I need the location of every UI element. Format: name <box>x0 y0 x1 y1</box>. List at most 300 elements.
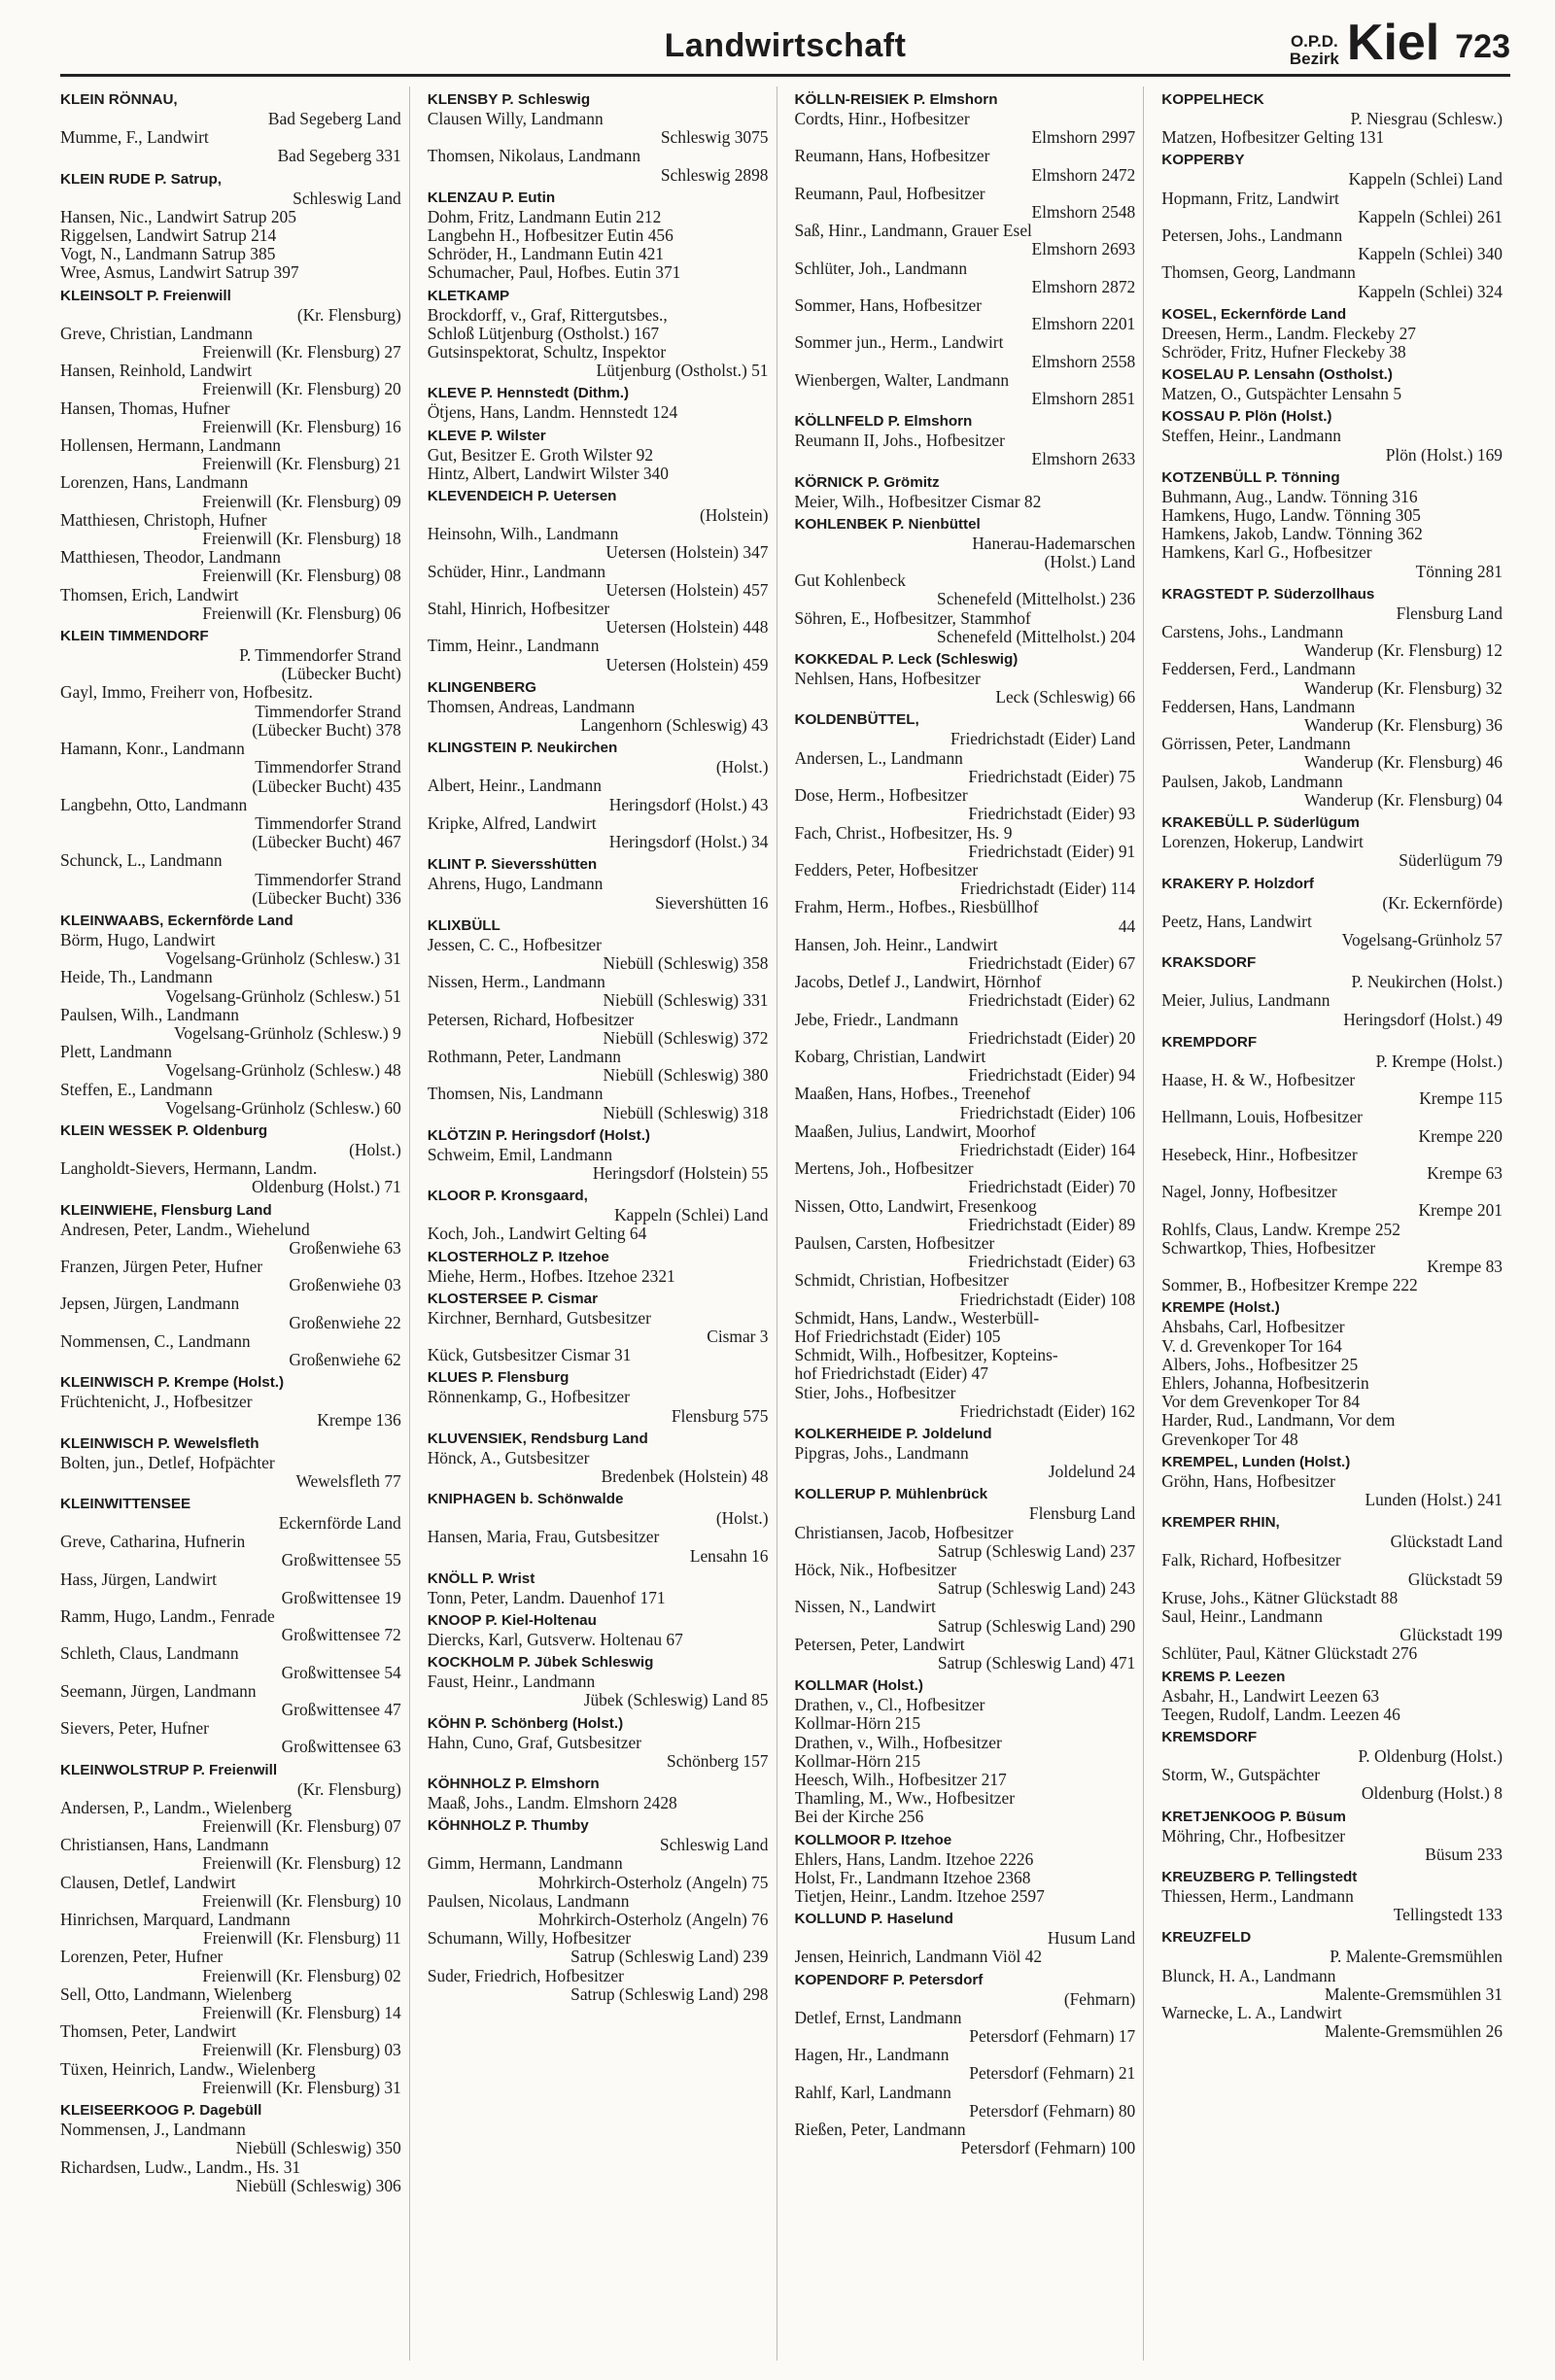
directory-entry <box>60 90 401 166</box>
directory-entry <box>428 1653 769 1709</box>
place-heading: KLEIN RÖNNAU, <box>60 91 178 108</box>
entry-line: Vogelsang-Grünholz 57 <box>1341 930 1503 949</box>
entry-line: (Lübecker Bucht) 378 <box>252 720 401 740</box>
entry-line: Bad Segeberg 331 <box>277 147 401 166</box>
entry-line: Fedders, Peter, Hofbesitzer <box>794 860 979 880</box>
entry-line: Glückstadt 199 <box>1400 1626 1503 1645</box>
place-heading: KÖHNHOLZ P. Elmshorn <box>427 1776 600 1792</box>
entry-line: Schröder, Fritz, Hufner Fleckeby 38 <box>1161 343 1406 362</box>
entry-line: Vogelsang-Grünholz (Schlesw.) 9 <box>173 1023 401 1043</box>
entry-line: Schlüter, Paul, Kätner Glückstadt 276 <box>1161 1644 1418 1664</box>
entry-line: Wanderup (Kr. Flensburg) 36 <box>1303 716 1503 736</box>
entry-line: Heringsdorf (Holstein) 55 <box>592 1163 769 1183</box>
entry-line: Thomsen, Nikolaus, Landmann <box>427 147 641 166</box>
directory-entry <box>428 1187 769 1243</box>
entry-line: Matthiesen, Theodor, Landmann <box>60 548 281 568</box>
place-heading: KLINGENBERG <box>427 678 536 696</box>
entry-line: Freienwill (Kr. Flensburg) 18 <box>202 530 401 549</box>
place-heading: KLOOR P. Kronsgaard, <box>427 1188 588 1205</box>
entry-line: Fach, Christ., Hofbesitzer, Hs. 9 <box>794 823 1013 843</box>
entry-line: Hönck, A., Gutsbesitzer <box>427 1448 590 1467</box>
entry-line: Schüder, Hinr., Landmann <box>427 562 606 581</box>
directory-entry <box>795 1831 1136 1907</box>
entry-line: Meier, Julius, Landmann <box>1161 991 1330 1011</box>
directory-entry <box>428 1248 769 1286</box>
entry-line: Sommer, Hans, Hofbesitzer <box>794 296 982 316</box>
entry-line: Cismar 3 <box>707 1327 769 1346</box>
place-heading: KLEIN WESSEK P. Oldenburg <box>60 1121 268 1139</box>
entry-line: Börm, Hugo, Landwirt <box>60 930 216 949</box>
entry-line: Krempe 201 <box>1418 1201 1503 1221</box>
entry-line: Glückstadt 59 <box>1407 1569 1503 1589</box>
column-4 <box>1161 86 1510 2361</box>
directory-entry <box>60 1373 401 1430</box>
directory-entry <box>428 916 769 1122</box>
entry-line: Großenwiehe 62 <box>289 1350 401 1369</box>
place-heading: KÖLLNFELD P. Elmshorn <box>794 413 973 431</box>
place-heading: KREMPER RHIN, <box>1161 1514 1280 1532</box>
entry-line: Petersdorf (Fehmarn) 80 <box>969 2101 1136 2121</box>
entry-line: Gimm, Hermann, Landmann <box>427 1854 623 1874</box>
entry-line: Reumann, Paul, Hofbesitzer <box>794 184 985 203</box>
place-heading: KLEVENDEICH P. Uetersen <box>427 488 617 505</box>
entry-line: Thamling, M., Ww., Hofbesitzer <box>794 1789 1016 1809</box>
entry-line: Reumann, Hans, Hofbesitzer <box>794 147 990 166</box>
place-heading: KLEINWITTENSEE <box>60 1496 191 1512</box>
entry-line: Krempe 115 <box>1419 1089 1503 1109</box>
entry-line: Uetersen (Holstein) 347 <box>605 543 769 563</box>
directory-entry <box>795 473 1136 511</box>
entry-line: Nommensen, J., Landmann <box>60 2121 246 2140</box>
place-heading: KRETJENKOOG P. Büsum <box>1161 1808 1346 1825</box>
place-heading: KLOSTERHOLZ P. Itzehoe <box>427 1248 609 1265</box>
entry-line: Langenhorn (Schleswig) 43 <box>580 716 769 736</box>
column-3 <box>795 86 1145 2361</box>
entry-line: Petersdorf (Fehmarn) 100 <box>960 2139 1136 2158</box>
directory-entry <box>428 487 769 674</box>
entry-line: Friedrichstadt (Eider) 106 <box>959 1103 1136 1122</box>
place-heading: KLINT P. Sieversshütten <box>427 856 598 874</box>
entry-line: Dreesen, Herm., Landm. Fleckeby 27 <box>1161 324 1416 343</box>
entry-line: Malente-Gremsmühlen 31 <box>1324 1984 1503 2004</box>
entry-line: Elmshorn 2548 <box>1031 203 1136 223</box>
entry-line: Frahm, Herm., Hofbes., Riesbüllhof <box>794 898 1039 917</box>
entry-line: Bad Segeberg Land <box>267 110 401 128</box>
entry-line: Elmshorn 2851 <box>1031 390 1136 409</box>
entry-line: (Kr. Flensburg) <box>296 305 401 325</box>
entry-line: Langholdt-Sievers, Hermann, Landm. <box>60 1159 318 1179</box>
entry-line: (Holst.) <box>715 758 769 777</box>
entry-line: Thomsen, Andreas, Landmann <box>427 697 636 716</box>
directory-entry <box>1161 953 1503 1029</box>
entry-line: Timmendorfer Strand <box>255 813 401 833</box>
entry-line: Detlef, Ernst, Landmann <box>794 2008 962 2027</box>
entry-line: (Kr. Eckernförde) <box>1382 893 1503 913</box>
entry-line: Thomsen, Nis, Landmann <box>427 1085 604 1104</box>
place-heading: KLETKAMP <box>427 287 510 304</box>
place-heading: KNOOP P. Kiel-Holtenau <box>427 1611 597 1629</box>
entry-line: Tietjen, Heinr., Landm. Itzehoe 2597 <box>794 1887 1045 1907</box>
entry-line: Schleswig 3075 <box>660 128 769 148</box>
entry-line: Sievershütten 16 <box>655 893 769 913</box>
directory-entry <box>60 170 401 283</box>
entry-line: Kappeln (Schlei) 324 <box>1358 282 1503 301</box>
entry-line: Großwittensee 19 <box>281 1588 401 1607</box>
entry-line: Hopmann, Fritz, Landwirt <box>1161 189 1339 208</box>
entry-line: Schmidt, Hans, Landw., Westerbüll- <box>794 1308 1040 1328</box>
place-heading: KLEINSOLT P. Freienwill <box>60 287 231 304</box>
entry-line: Pipgras, Johs., Landmann <box>794 1444 969 1463</box>
entry-line: Thomsen, Erich, Landwirt <box>60 585 239 604</box>
place-heading: KLEINWAABS, Eckernförde Land <box>60 912 294 929</box>
entry-line: Oldenburg (Holst.) 71 <box>251 1178 401 1197</box>
place-heading: KÖHNHOLZ P. Thumby <box>427 1817 589 1835</box>
entry-line: Hansen, Reinhold, Landwirt <box>60 362 253 381</box>
entry-line: Lorenzen, Hans, Landmann <box>60 473 249 493</box>
directory-entry <box>428 1430 769 1486</box>
entry-line: Friedrichstadt (Eider) Land <box>950 730 1136 749</box>
entry-line: Richardsen, Ludw., Landm., Hs. 31 <box>60 2157 301 2177</box>
entry-line: Hamkens, Jakob, Landw. Tönning 362 <box>1161 525 1423 544</box>
directory-entry <box>60 1434 401 1491</box>
entry-line: Hintz, Albert, Landwirt Wilster 340 <box>427 464 669 483</box>
entry-line: Heinsohn, Wilh., Landmann <box>427 525 619 544</box>
directory-entry <box>428 1816 769 2004</box>
entry-line: Kruse, Johs., Kätner Glückstadt 88 <box>1161 1588 1399 1607</box>
directory-entry <box>1161 585 1503 810</box>
entry-line: Langbehn, Otto, Landmann <box>60 795 248 814</box>
entry-line: Nissen, N., Landwirt <box>794 1598 936 1617</box>
directory-entry <box>1161 875 1503 950</box>
entry-line: Uetersen (Holstein) 459 <box>605 655 769 674</box>
entry-line: Möhring, Chr., Hofbesitzer <box>1161 1826 1346 1845</box>
entry-line: Mumme, F., Landwirt <box>60 128 209 148</box>
entry-line: Nissen, Herm., Landmann <box>427 973 605 992</box>
entry-line: Peetz, Hans, Landwirt <box>1161 912 1312 931</box>
place-heading: KLEINWISCH P. Krempe (Holst.) <box>60 1374 285 1392</box>
entry-line: Niebüll (Schleswig) 306 <box>235 2176 401 2195</box>
entry-line: Husum Land <box>1047 1929 1136 1949</box>
entry-line: Petersen, Richard, Hofbesitzer <box>427 1010 635 1029</box>
place-heading: KOLLMAR (Holst.) <box>794 1677 923 1695</box>
entry-line: Rießen, Peter, Landmann <box>794 2121 966 2140</box>
entry-line: Wienbergen, Walter, Landmann <box>794 370 1010 390</box>
entry-line: Gröhn, Hans, Hofbesitzer <box>1161 1471 1335 1491</box>
directory-entry <box>1161 1668 1503 1724</box>
entry-line: Großwittensee 54 <box>281 1663 401 1682</box>
directory-entry <box>428 1775 769 1812</box>
entry-line: Kripke, Alfred, Landwirt <box>427 813 597 833</box>
directory-entry <box>428 90 769 185</box>
entry-line: Mohrkirch-Osterholz (Angeln) 76 <box>537 1911 769 1930</box>
entry-line: Saß, Hinr., Landmann, Grauer Esel <box>794 222 1032 241</box>
entry-line: Friedrichstadt (Eider) 62 <box>968 991 1136 1011</box>
place-heading: KÖLLN-REISIEK P. Elmshorn <box>794 91 998 108</box>
entry-line: Flensburg Land <box>1396 604 1503 623</box>
entry-line: P. Timmendorfer Strand <box>239 646 401 666</box>
entry-line: Kappeln (Schlei) Land <box>614 1206 769 1225</box>
entry-line: Schenefeld (Mittelholst.) 236 <box>936 590 1136 609</box>
entry-line: Malente-Gremsmühlen 26 <box>1324 2022 1503 2042</box>
entry-line: Gayl, Immo, Freiherr von, Hofbesitz. <box>60 683 313 703</box>
entry-line: Christiansen, Hans, Landmann <box>60 1836 269 1855</box>
entry-line: Friedrichstadt (Eider) 93 <box>968 805 1136 824</box>
directory-entry <box>795 650 1136 707</box>
entry-line: Buhmann, Aug., Landw. Tönning 316 <box>1161 487 1418 506</box>
entry-line: Bredenbek (Holstein) 48 <box>601 1466 769 1486</box>
entry-line: Carstens, Johs., Landmann <box>1161 623 1344 642</box>
entry-line: Friedrichstadt (Eider) 162 <box>959 1401 1136 1421</box>
directory-entry <box>1161 407 1503 464</box>
entry-line: Wree, Asmus, Landwirt Satrup 397 <box>60 263 299 283</box>
directory-entry <box>428 1611 769 1649</box>
entry-line: Flensburg Land <box>1028 1504 1136 1524</box>
directory-entry <box>428 678 769 735</box>
directory-entry <box>1161 1868 1503 1924</box>
entry-line: Friedrichstadt (Eider) 63 <box>968 1253 1136 1272</box>
entry-line: Andresen, Peter, Landm., Wiehelund <box>60 1220 310 1239</box>
directory-entry <box>60 1201 401 1370</box>
entry-line: Bolten, jun., Detlef, Hofpächter <box>60 1453 275 1472</box>
directory-entry <box>795 90 1136 408</box>
entry-line: Rahlf, Karl, Landmann <box>794 2083 951 2102</box>
entry-line: Greve, Christian, Landmann <box>60 324 254 343</box>
entry-line: Kappeln (Schlei) 340 <box>1358 245 1503 264</box>
entry-line: Ötjens, Hans, Landm. Hennstedt 124 <box>427 403 678 423</box>
entry-line: Suder, Friedrich, Hofbesitzer <box>427 1966 624 1985</box>
directory-entry <box>1161 151 1503 300</box>
entry-line: Niebüll (Schleswig) 318 <box>603 1103 769 1122</box>
place-heading: KOPPERBY <box>1161 152 1245 169</box>
directory-entry <box>428 189 769 283</box>
place-heading: KRAKSDORF <box>1161 954 1257 972</box>
place-heading: KLENZAU P. Eutin <box>427 189 556 206</box>
entry-line: Freienwill (Kr. Flensburg) 20 <box>202 380 401 399</box>
place-heading: KREMPDORF <box>1161 1033 1258 1051</box>
entry-line: Clausen, Detlef, Landwirt <box>60 1873 236 1892</box>
entry-line: Greve, Catharina, Hufnerin <box>60 1533 246 1552</box>
entry-line: Tonn, Peter, Landm. Dauenhof 171 <box>427 1588 666 1607</box>
place-heading: KOLDENBÜTTEL, <box>794 711 919 729</box>
entry-line: Clausen Willy, Landmann <box>427 110 604 128</box>
place-heading: KRAKEBÜLL P. Süderlügum <box>1161 814 1360 832</box>
entry-line: Großenwiehe 03 <box>289 1276 401 1295</box>
entry-line: Vogelsang-Grünholz (Schlesw.) 51 <box>165 986 401 1006</box>
entry-line: Glückstadt Land <box>1390 1533 1503 1552</box>
entry-line: P. Oldenburg (Holst.) <box>1358 1747 1503 1767</box>
entry-line: Schönberg 157 <box>667 1751 769 1771</box>
entry-line: Langbehn H., Hofbesitzer Eutin 456 <box>427 226 674 246</box>
entry-line: Kobarg, Christian, Landwirt <box>794 1047 986 1066</box>
entry-line: Elmshorn 2693 <box>1031 240 1136 259</box>
entry-line: Paulsen, Wilh., Landmann <box>60 1005 239 1024</box>
entry-line: Lütjenburg (Ostholst.) 51 <box>596 362 769 381</box>
entry-line: Elmshorn 2472 <box>1031 165 1136 185</box>
entry-line: Hagen, Hr., Landmann <box>794 2046 950 2065</box>
place-heading: KLEINWIEHE, Flensburg Land <box>60 1201 272 1219</box>
entry-line: Haase, H. & W., Hofbesitzer <box>1161 1070 1356 1089</box>
entry-line: Hass, Jürgen, Landwirt <box>60 1569 217 1589</box>
entry-line: Wanderup (Kr. Flensburg) 32 <box>1303 678 1503 698</box>
entry-line: Rohlfs, Claus, Landw. Krempe 252 <box>1161 1220 1400 1239</box>
entry-line: Harder, Rud., Landmann, Vor dem <box>1161 1411 1396 1431</box>
entry-line: Maaßen, Hans, Hofbes., Treenehof <box>794 1085 1031 1104</box>
entry-line: Hollensen, Hermann, Landmann <box>60 436 281 456</box>
district-marker <box>1289 15 1510 71</box>
entry-line: Schröder, H., Landmann Eutin 421 <box>427 245 664 264</box>
entry-line: Jacobs, Detlef J., Landwirt, Hörnhof <box>794 973 1042 992</box>
place-heading: KNÖLL P. Wrist <box>427 1569 536 1587</box>
place-heading: KOHLENBEK P. Nienbüttel <box>794 515 981 533</box>
entry-line: Großwittensee 47 <box>281 1701 401 1720</box>
entry-line: Brockdorff, v., Graf, Rittergutsbes., <box>427 305 668 325</box>
entry-line: Vogt, N., Landmann Satrup 385 <box>60 245 276 264</box>
entry-line: Schumacher, Paul, Hofbes. Eutin 371 <box>427 263 681 283</box>
entry-line: Hahn, Cuno, Graf, Gutsbesitzer <box>427 1733 641 1752</box>
entry-line: 44 <box>1118 916 1136 936</box>
entry-line: Reumann II, Johs., Hofbesitzer <box>794 431 1005 451</box>
entry-line: Albert, Heinr., Landmann <box>427 776 602 796</box>
directory-entry <box>428 1714 769 1771</box>
entry-line: Faust, Heinr., Landmann <box>427 1673 596 1692</box>
entry-line: Miehe, Herm., Hofbes. Itzehoe 2321 <box>427 1266 675 1286</box>
entry-line: Kollmar-Hörn 215 <box>794 1751 921 1771</box>
entry-line: Schenefeld (Mittelholst.) 204 <box>936 627 1136 646</box>
entry-line: Maaßen, Julius, Landwirt, Moorhof <box>794 1121 1036 1141</box>
entry-line: Oldenburg (Holst.) 8 <box>1361 1784 1503 1804</box>
directory-entry <box>428 1569 769 1607</box>
directory-entry <box>60 1121 401 1197</box>
place-heading: KOTZENBÜLL P. Tönning <box>1161 468 1340 486</box>
entry-line: Jensen, Heinrich, Landmann Viöl 42 <box>794 1948 1043 1967</box>
entry-line: Asbahr, H., Landwirt Leezen 63 <box>1161 1686 1380 1706</box>
place-heading: KOSEL, Eckernförde Land <box>1161 305 1347 323</box>
place-heading: KREUZBERG P. Tellingstedt <box>1161 1869 1358 1886</box>
entry-line: Sommer, B., Hofbesitzer Krempe 222 <box>1161 1276 1418 1295</box>
entry-line: Holst, Fr., Landmann Itzehoe 2368 <box>794 1868 1031 1887</box>
directory-entry <box>1161 90 1503 147</box>
entry-line: Rothmann, Peter, Landmann <box>427 1047 622 1066</box>
entry-line: Freienwill (Kr. Flensburg) 31 <box>202 2078 401 2097</box>
directory-entry <box>428 1490 769 1566</box>
entry-line: Blunck, H. A., Landmann <box>1161 1966 1336 1985</box>
entry-line: Hamann, Konr., Landmann <box>60 740 245 759</box>
place-heading: KREMPEL, Lunden (Holst.) <box>1161 1453 1351 1470</box>
entry-line: Schwartkop, Thies, Hofbesitzer <box>1161 1238 1376 1258</box>
entry-line: Stahl, Hinrich, Hofbesitzer <box>427 600 610 619</box>
entry-line: (Fehmarn) <box>1063 1989 1136 2009</box>
entry-line: Sommer jun., Herm., Landwirt <box>794 333 1004 353</box>
entry-line: Niebüll (Schleswig) 358 <box>603 953 769 973</box>
entry-line: Cordts, Hinr., Hofbesitzer <box>794 110 970 128</box>
place-heading: KLENSBY P. Schleswig <box>427 91 591 108</box>
header-rule <box>60 74 1510 77</box>
place-heading: KOLLMOOR P. Itzehoe <box>794 1831 952 1848</box>
entry-line: Großwittensee 72 <box>281 1626 401 1645</box>
entry-line: Ehlers, Hans, Landm. Itzehoe 2226 <box>794 1849 1034 1869</box>
entry-line: Albers, Johs., Hofbesitzer 25 <box>1161 1355 1359 1374</box>
directory-entry <box>795 1485 1136 1673</box>
entry-line: Großenwiehe 22 <box>289 1313 401 1332</box>
directory-entry <box>1161 1453 1503 1509</box>
entry-line: Wanderup (Kr. Flensburg) 46 <box>1303 753 1503 773</box>
entry-line: (Lübecker Bucht) 435 <box>252 776 401 796</box>
entry-line: Schloß Lütjenburg (Ostholst.) 167 <box>427 324 660 343</box>
entry-line: Petersen, Peter, Landwirt <box>794 1635 965 1654</box>
entry-line: Franzen, Jürgen Peter, Hufner <box>60 1257 263 1276</box>
directory-entry <box>1161 1298 1503 1448</box>
entry-line: Schleswig Land <box>659 1836 769 1855</box>
entry-line: Freienwill (Kr. Flensburg) 03 <box>202 2041 401 2060</box>
entry-line: Freienwill (Kr. Flensburg) 16 <box>202 417 401 436</box>
directory-entry <box>60 2101 401 2195</box>
column-1 <box>60 86 410 2361</box>
entry-line: Schmidt, Christian, Hofbesitzer <box>794 1271 1009 1291</box>
page-number: 723 <box>1455 28 1510 65</box>
entry-line: Schleth, Claus, Landmann <box>60 1644 239 1664</box>
entry-line: Thomsen, Georg, Landmann <box>1161 263 1356 283</box>
entry-line: Mertens, Joh., Hofbesitzer <box>794 1159 974 1179</box>
directory-entry <box>1161 1808 1503 1864</box>
entry-line: Satrup (Schleswig Land) 298 <box>570 1984 769 2004</box>
entry-line: Timmendorfer Strand <box>255 702 401 721</box>
entry-line: Saul, Heinr., Landmann <box>1161 1607 1323 1626</box>
place-heading: KOPENDORF P. Petersdorf <box>794 1971 984 1988</box>
entry-line: Thomsen, Peter, Landwirt <box>60 2022 236 2042</box>
entry-line: Früchtenicht, J., Hofbesitzer <box>60 1393 253 1412</box>
entry-line: Lorenzen, Hokerup, Landwirt <box>1161 833 1364 852</box>
entry-line: Plett, Landmann <box>60 1043 172 1062</box>
entry-line: Hansen, Thomas, Hufner <box>60 398 230 418</box>
entry-line: Satrup (Schleswig Land) 290 <box>937 1616 1136 1636</box>
entry-line: Schmidt, Wilh., Hofbesitzer, Kopteins- <box>794 1346 1058 1365</box>
entry-line: Hansen, Nic., Landwirt Satrup 205 <box>60 207 296 226</box>
entry-line: Eckernförde Land <box>278 1514 401 1533</box>
directory-columns <box>60 86 1510 2361</box>
entry-line: Koch, Joh., Landwirt Gelting 64 <box>427 1224 647 1244</box>
directory-entry <box>60 912 401 1118</box>
entry-line: Niebüll (Schleswig) 372 <box>603 1028 769 1048</box>
place-heading: KRAGSTEDT P. Süderzollhaus <box>1161 585 1375 603</box>
entry-line: Uetersen (Holstein) 457 <box>605 580 769 600</box>
place-heading: KLEIN TIMMENDORF <box>60 628 209 645</box>
entry-line: Freienwill (Kr. Flensburg) 27 <box>202 343 401 362</box>
entry-line: Friedrichstadt (Eider) 89 <box>968 1215 1136 1234</box>
entry-line: Diercks, Karl, Gutsverw. Holtenau 67 <box>427 1630 683 1649</box>
entry-line: Andersen, L., Landmann <box>794 748 963 768</box>
entry-line: Paulsen, Jakob, Landmann <box>1161 772 1343 791</box>
entry-line: Krempe 63 <box>1427 1163 1503 1183</box>
directory-entry <box>428 427 769 483</box>
entry-line: Vor dem Grevenkoper Tor 84 <box>1161 1393 1361 1412</box>
entry-line: Warnecke, L. A., Landwirt <box>1161 2004 1342 2023</box>
entry-line: Krempe 136 <box>317 1411 401 1431</box>
place-heading: KLEVE P. Hennstedt (Dithm.) <box>427 385 630 402</box>
entry-line: Niebüll (Schleswig) 350 <box>235 2139 401 2158</box>
entry-line: Ahrens, Hugo, Landmann <box>427 875 604 894</box>
entry-line: Jessen, C. C., Hofbesitzer <box>427 935 602 954</box>
directory-entry <box>60 287 401 623</box>
place-heading: KREUZFELD <box>1161 1929 1252 1947</box>
entry-line: Matzen, Hofbesitzer Gelting 131 <box>1161 128 1385 148</box>
place-heading: KREMPE (Holst.) <box>1161 1299 1280 1317</box>
entry-line: Joldelund 24 <box>1048 1463 1136 1482</box>
entry-line: Friedrichstadt (Eider) 114 <box>960 880 1136 899</box>
entry-line: Görrissen, Peter, Landmann <box>1161 735 1351 754</box>
entry-line: Kappeln (Schlei) Land <box>1348 170 1503 190</box>
entry-line: Freienwill (Kr. Flensburg) 12 <box>202 1854 401 1874</box>
entry-line: Satrup (Schleswig Land) 239 <box>570 1948 769 1967</box>
